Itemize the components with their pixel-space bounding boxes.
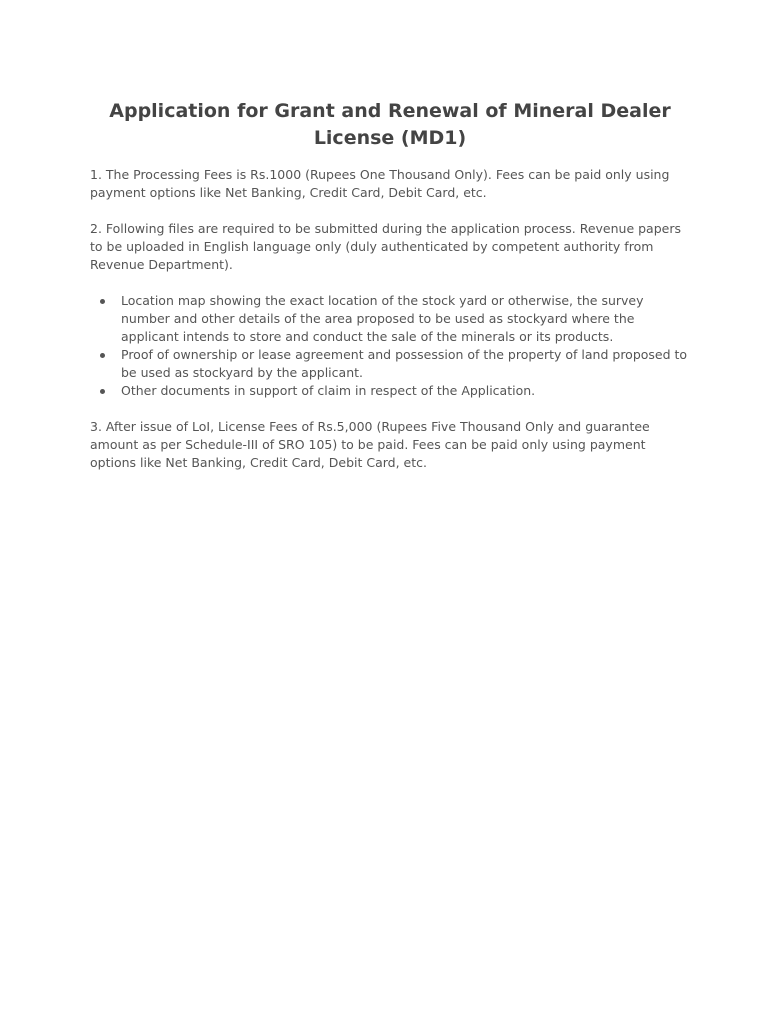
list-item (90, 292, 690, 346)
document-body (90, 98, 690, 490)
processing-fees-paragraph: 1. The Processing Fees is Rs.1000 (Rupees One Thousand Only). Fees can be paid only using payment options like Net Banking, Credit Card, Debit Card, etc. (90, 167, 670, 200)
required-files-paragraph: 2. Following files are required to be submitted during the application process. Revenue papers to be uploaded in English language only (duly authenticated by competent authority from Revenue Department). (90, 221, 681, 272)
list-item (90, 382, 690, 400)
bullet-icon (100, 389, 105, 394)
list-item-text: Proof of ownership or lease agreement and possession of the property of land proposed to be used as stockyard by the applicant. (121, 347, 688, 380)
page-title: Application for Grant and Renewal of Mineral Dealer License (MD1) (109, 100, 671, 149)
list-item-text: Other documents in support of claim in respect of the Application. (121, 383, 536, 398)
list-item-text: Location map showing the exact location of the stock yard or otherwise, the survey number and other details of the area proposed to be used as stockyard where the applicant intends to store and conduct the sale of the minerals or its products. (121, 293, 644, 344)
list-item (90, 346, 690, 382)
license-fees-paragraph: 3. After issue of LoI, License Fees of Rs.5,000 (Rupees Five Thousand Only and guarantee amount as per Schedule-III of SRO 105) to be paid. Fees can be paid only using payment options like Net Banking, Credit Card, Debit Card, etc. (90, 419, 650, 470)
bullet-icon (100, 353, 105, 358)
required-files-list (90, 292, 690, 400)
bullet-icon (100, 299, 105, 304)
